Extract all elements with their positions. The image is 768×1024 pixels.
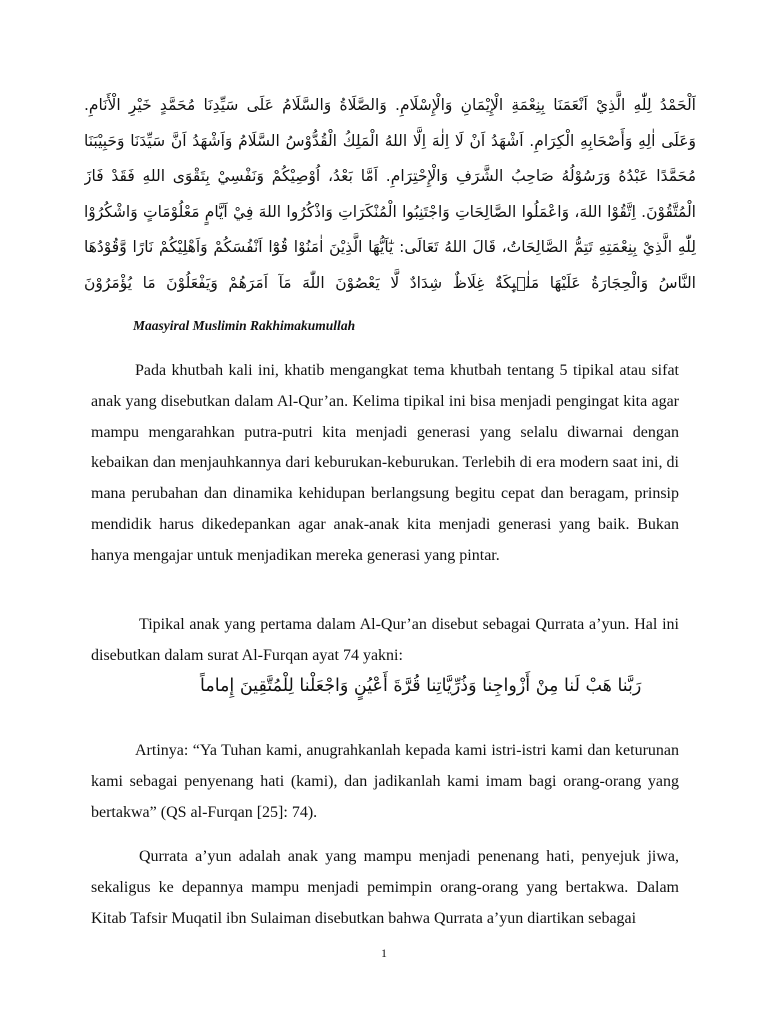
arabic-line: مُحَمَّدًا عَبْدُهُ وَرَسُوْلُهُ صَاحِبُ الشَّرَفِ وَالْإِحْتِرَامِ. اَمَّا بَعْدُ، اُوْصِيْكُمْ وَنَفْسِيْ بِتَقْوَى اللهِ فَقَدْ فَازَ (84, 167, 696, 185)
quran-verse-al-furqan-74: رَبَّنا هَبْ لَنا مِنْ أَزْواجِنا وَذُرِّيَّاتِنا قُرَّةَ أَعْيُنٍ وَاجْعَلْنا لِلْمُتَّقِينَ إِماماً (200, 676, 642, 696)
section-heading: Maasyiral Muslimin Rakhimakumullah (133, 318, 356, 333)
paragraph-translation: Artinya: “Ya Tuhan kami, anugrahkanlah kepada kami istri-istri kami dan keturunan kami sebagai penyenang hati (kami), dan jadikanlah kami imam bagi orang-orang yang bertakwa” (QS al-Furqan [25]: 74). (91, 742, 679, 821)
page-number: 1 (381, 946, 387, 960)
arabic-line: لِلّٰهِ الَّذِيْ بِنِعْمَتِهِ تَتِمُّ الصَّالِحَاتُ، قَالَ اللهُ تَعَالَى: يٰٓاَيُّهَا الَّذِيْنَ اٰمَنُوْا قُوْٓا اَنْفُسَكُمْ وَاَهْلِيْكُمْ نَارًا وَّقُوْدُهَا (84, 238, 696, 256)
paragraph-intro: Pada khutbah kali ini, khatib mengangkat tema khutbah tentang 5 tipikal atau sifat anak yang disebutkan dalam Al-Qur’an. Kelima tipikal ini bisa menjadi pengingat kita agar mampu mengarahkan putra-putri kita menjadi generasi yang selalu diwarnai dengan kebaikan dan menjauhkannya dari keburukan-keburukan. Terlebih di era modern saat ini, di mana perubahan dan dinamika kehidupan berlangsung begitu cepat dan beragam, prinsip mendidik harus dikedepankan agar anak-anak kita menjadi generasi yang baik. Bukan hanya mengajar untuk menjadikan mereka generasi yang pintar. (91, 362, 679, 564)
arabic-opening-khutbah (84, 88, 696, 301)
arabic-line: النَّاسُ وَالْحِجَارَةُ عَلَيْهَا مَلٰۤىِٕكَةٌ غِلَاظٌ شِدَادٌ لَّا يَعْصُوْنَ اللّٰهَ مَآ اَمَرَهُمْ وَيَفْعَلُوْنَ مَا يُؤْمَرُوْنَ (84, 273, 696, 292)
arabic-line: وَعَلَى اٰلِهِ وَأَصْحَابِهِ الْكِرَامِ. اَشْهَدُ اَنْ لَا اِلٰهَ اِلَّا اللهُ الْمَلِكُ الْقُدُّوْسُ السَّلَامُ وَاَشْهَدُ اَنَّ سَيِّدَنَا وَحَبِيْبَنَا (84, 131, 696, 150)
paragraph-qurrata-ayun: Qurrata a’yun adalah anak yang mampu menjadi penenang hati, penyejuk jiwa, sekaligus ke depannya mampu menjadi pemimpin orang-orang yang bertakwa. Dalam Kitab Tafsir Muqatil ibn Sulaiman disebutkan bahwa Qurrata a’yun diartikan sebagai (91, 848, 679, 927)
arabic-line: الْمُتَّقُوْنَ. اِتَّقُوْا اللهَ، وَاعْمَلُوا الصَّالِحَاتِ وَاجْتَنِبُوا الْمُنْكَرَاتِ وَاذْكُرُوا اللهَ فِيْ اَيَّامٍ مَعْلُوْمَاتٍ وَاشْكُرُوْا (84, 202, 696, 221)
paragraph-first-type: Tipikal anak yang pertama dalam Al-Qur’an disebut sebagai Qurrata a’yun. Hal ini disebutkan dalam surat Al-Furqan ayat 74 yakni: (91, 616, 679, 664)
arabic-line: اَلْحَمْدُ لِلّٰهِ الَّذِيْ اَنْعَمَنَا بِنِعْمَةِ الْإِيْمَانِ وَالْإِسْلَامِ. وَالصَّلَاةُ وَالسَّلَامُ عَلَى سَيِّدِنَا مُحَمَّدٍ خَيْرِ الْأَنَامِ. (84, 96, 696, 114)
